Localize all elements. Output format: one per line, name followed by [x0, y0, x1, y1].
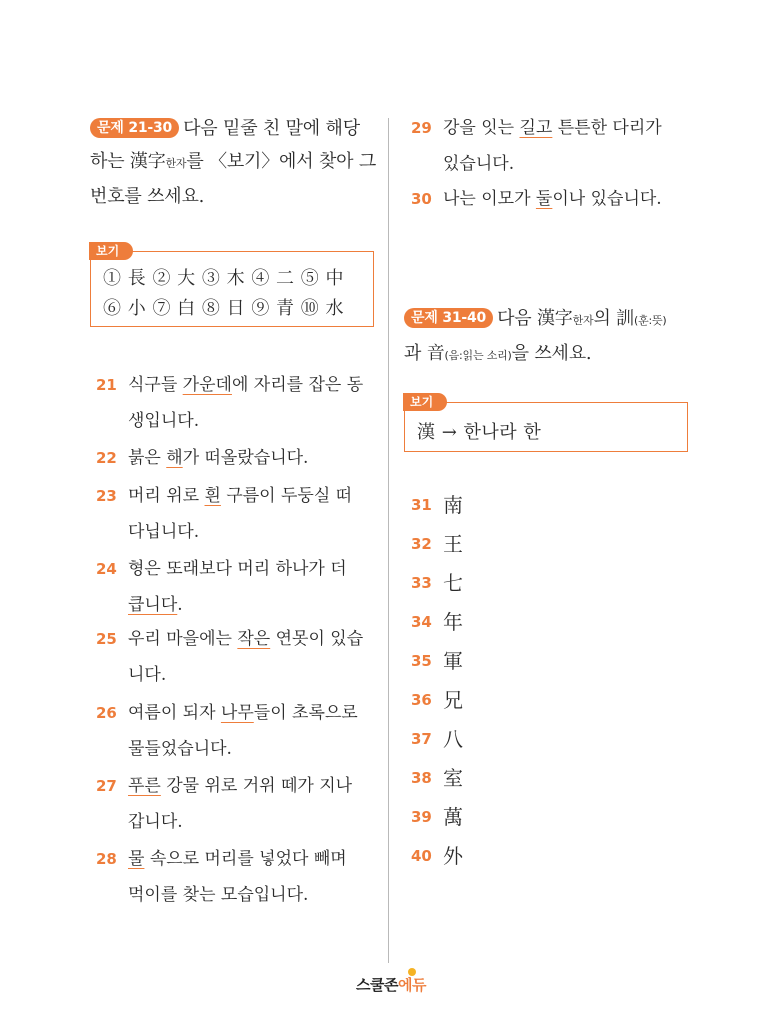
question-26: 26 여름이 되자 나무들이 초록으로 물들었습니다. [96, 703, 358, 759]
options-row-2: ⑥ 小 ⑦ 白 ⑧ 日 ⑨ 青 ⑩ 水 [103, 298, 344, 319]
instruction-21-30: 문제 21-30 다음 밑줄 친 말에 해당 하는 漢字한자를 〈보기〉에서 찾아 그 번호를 쓰세요. [90, 118, 377, 207]
logo-sun-icon [408, 968, 416, 976]
problem-tag-31-40: 문제 31-40 [404, 308, 493, 328]
question-22: 22 붉은 해가 떠올랐습니다. [96, 448, 309, 468]
example-hanja: 漢 → 한나라 한 [417, 422, 542, 443]
publisher-logo: 스쿨존에듀 [356, 974, 426, 995]
question-21: 21 식구들 가운데에 자리를 잡은 동 생입니다. [96, 375, 364, 431]
options-row-1: ① 長 ② 大 ③ 木 ④ 二 ⑤ 中 [103, 268, 344, 289]
question-27: 27 푸른 강물 위로 거위 떼가 지나 갑니다. [96, 776, 353, 832]
column-divider [388, 118, 389, 963]
problem-tag-21-30: 문제 21-30 [90, 118, 179, 138]
example-box-1 [90, 244, 374, 327]
example-box-2 [404, 395, 688, 452]
question-28: 28 물 속으로 머리를 넣었다 빼며 먹이를 찾는 모습입니다. [96, 849, 347, 905]
instruction-31-40: 문제 31-40 다음 漢字한자의 訓(훈:뜻) 과 音(음:읽는 소리)을 쓰세요. [404, 308, 667, 364]
question-29: 29 강을 잇는 길고 튼튼한 다리가 있습니다. [411, 118, 662, 174]
question-25: 25 우리 마을에는 작은 연못이 있습 니다. [96, 629, 364, 685]
example-label-2: 보기 [403, 393, 447, 411]
example-label: 보기 [89, 242, 133, 260]
question-23: 23 머리 위로 흰 구름이 두둥실 떠 다닙니다. [96, 486, 353, 542]
question-24: 24 형은 또래보다 머리 하나가 더 큽니다. [96, 559, 347, 615]
question-30: 30 나는 이모가 둘이나 있습니다. [411, 189, 662, 209]
